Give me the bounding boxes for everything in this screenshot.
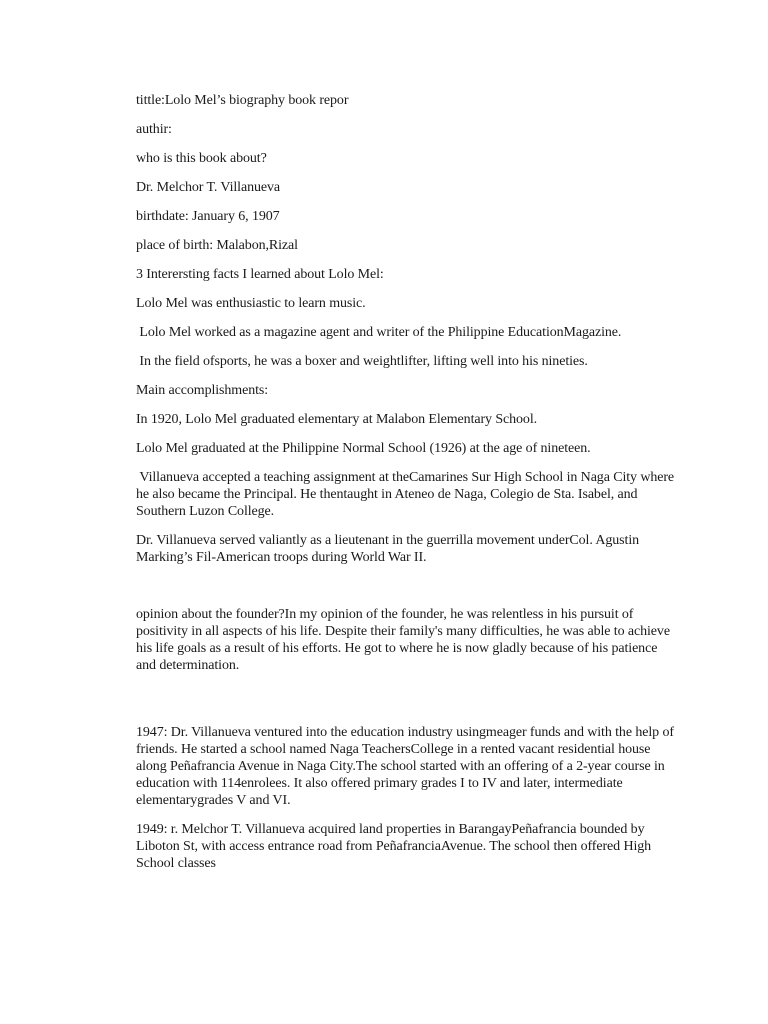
title-line: tittle:Lolo Mel’s biography book repor (136, 93, 349, 108)
document-body (136, 92, 676, 884)
timeline-entry: 1949: r. Melchor T. Villanueva acquired land properties in BarangayPeñafrancia bounded by Liboton St, with access entrance road from PeñafranciaAvenue. The school then offered High School classes (136, 822, 652, 871)
accomplishment-item: Dr. Villanueva served valiantly as a lieutenant in the guerrilla movement underCol. Agustin Marking’s Fil-American troops during World War II. (136, 533, 640, 565)
spacer (136, 686, 676, 724)
birthplace: place of birth: Malabon,Rizal (136, 238, 298, 253)
subject-name: Dr. Melchor T. Villanueva (136, 180, 281, 195)
question-about: who is this book about? (136, 151, 267, 166)
fact-item: Lolo Mel worked as a magazine agent and writer of the Philippine EducationMagazine. (136, 325, 622, 340)
timeline-entry: 1947: Dr. Villanueva ventured into the education industry usingmeager funds and with the help of friends. He started a school named Naga TeachersCollege in a rented vacant residential house along Peñafrancia Avenue in Naga City.The school started with an offering of a 2-year course in education with 114enrolees. It also offered primary grades I to IV and later, intermediate elementarygrades V and VI. (136, 725, 674, 808)
fact-item: In the field ofsports, he was a boxer and weightlifter, lifting well into his nineties. (136, 354, 588, 369)
accomplishment-item: In 1920, Lolo Mel graduated elementary at Malabon Elementary School. (136, 412, 538, 427)
accomplishment-item: Villanueva accepted a teaching assignment at theCamarines Sur High School in Naga City where he also became the Principal. He thentaught in Ateneo de Naga, Colegio de Sta. Isabel, and Southern Luzon College. (136, 470, 678, 519)
facts-heading: 3 Interersting facts I learned about Lolo Mel: (136, 267, 384, 282)
spacer (136, 578, 676, 606)
fact-item: Lolo Mel was enthusiastic to learn music. (136, 296, 366, 311)
accomplishment-item: Lolo Mel graduated at the Philippine Normal School (1926) at the age of nineteen. (136, 441, 591, 456)
opinion-paragraph: opinion about the founder?In my opinion of the founder, he was relentless in his pursuit of positivity in all aspects of his life. Despite their family's many difficulties, he was able to achieve his life goals as a result of his efforts. He got to where he is now gladly because of his patience and determination. (136, 607, 670, 673)
birthdate: birthdate: January 6, 1907 (136, 209, 280, 224)
author-line: authir: (136, 122, 172, 137)
accomplishments-heading: Main accomplishments: (136, 383, 269, 398)
